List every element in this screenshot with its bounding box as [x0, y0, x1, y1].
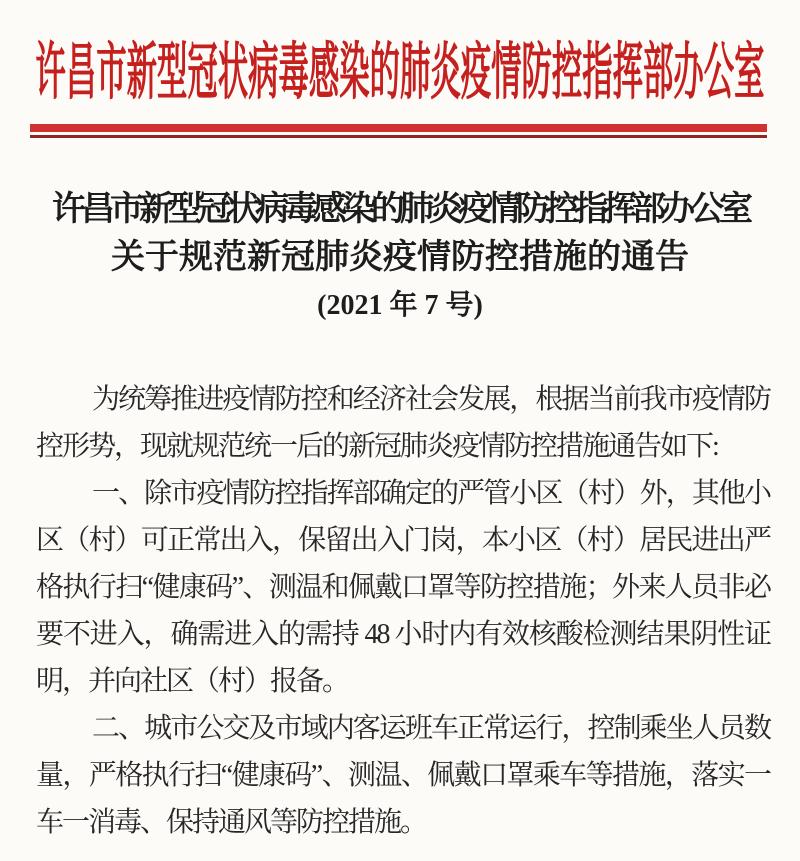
notice-paragraph-item-2: 二、城市公交及市域内客运班车正常运行，控制乘坐人员数量，严格执行扫“健康码”、测温、佩戴口罩乘车等措施，落实一车一消毒、保持通风等防控措施。 [36, 713, 770, 838]
letterhead-rule-thin [30, 135, 767, 138]
notice-body [36, 376, 770, 846]
notice-paragraph-item-1: 一、除市疫情防控指挥部确定的严管小区（村）外，其他小区（村）可正常出入，保留出入门岗，本小区（村）居民进出严格执行扫“健康码”、测温和佩戴口罩等防控措施；外来人员非必要不进入，确需进入的需持 48 小时内有效核酸检测结果阴性证明，并向社区（村）报备。 [36, 478, 770, 697]
letterhead-title: 许昌市新型冠状病毒感染的肺炎疫情防控指挥部办公室 [35, 39, 765, 107]
letterhead-rule-thick [30, 124, 767, 132]
document-number: (2021 年 7 号) [317, 290, 483, 321]
notice-title-block [0, 186, 800, 324]
notice-paragraph-intro: 为统筹推进疫情防控和经济社会发展，根据当前我市疫情防控形势，现就规范统一后的新冠肺炎疫情防控措施通告如下: [36, 384, 770, 462]
notice-title-line-1: 许昌市新型冠状病毒感染的肺炎疫情防控指挥部办公室 [52, 191, 748, 228]
notice-title-line-2: 关于规范新冠肺炎疫情防控措施的通告 [111, 239, 689, 276]
